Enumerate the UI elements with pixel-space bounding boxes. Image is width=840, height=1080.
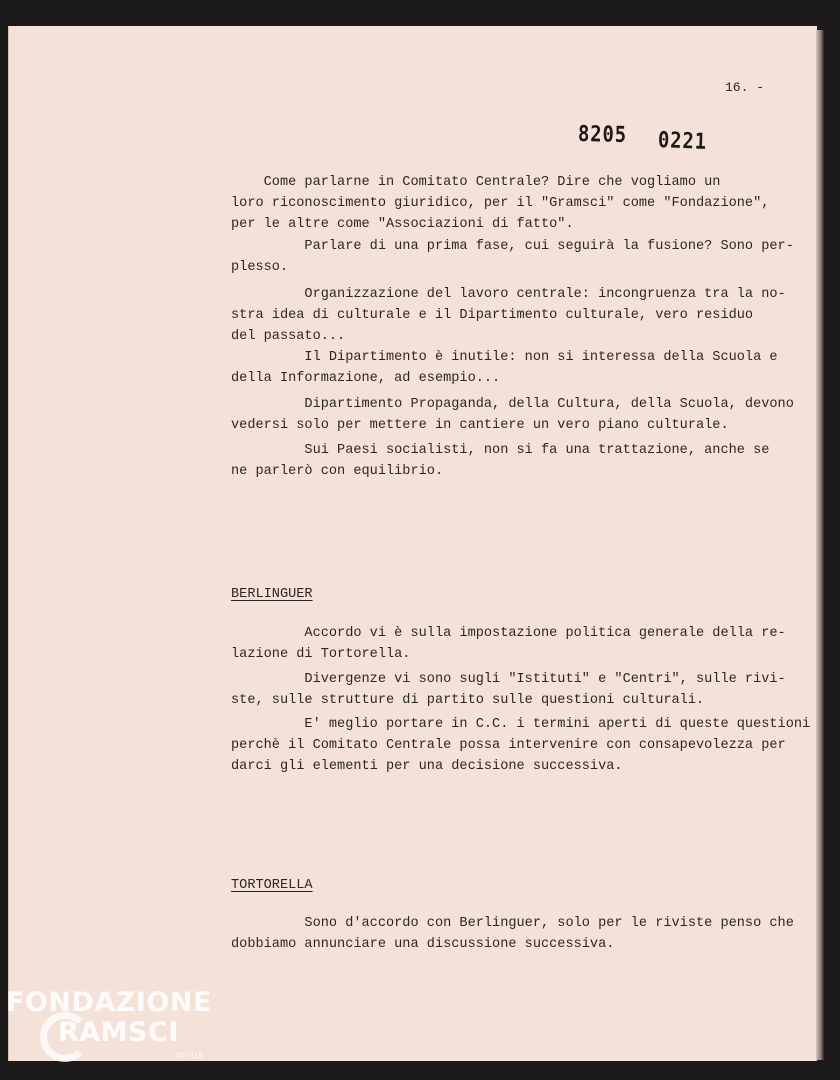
paragraph: Sui Paesi socialisti, non si fa una trattazione, anche se ne parlerò con equilibrio. — [231, 443, 770, 479]
paragraph: Il Dipartimento è inutile: non si interessa della Scuola e della Informazione, ad esempio... — [231, 350, 778, 386]
watermark-line-1: FONDAZIONE — [6, 987, 212, 1018]
page-edge — [816, 30, 824, 1060]
watermark-line-3: onlus — [176, 1050, 203, 1061]
paragraph: Accordo vi è sulla impostazione politica generale della re- lazione di Tortorella. — [231, 626, 786, 662]
paragraph: Parlare di una prima fase, cui seguirà la fusione? Sono per- plesso. — [231, 239, 794, 275]
paragraph: Come parlarne in Comitato Centrale? Dire che vogliamo un loro riconoscimento giuridico, per il "Gramsci" come "Fondazione", per le altre come "Associazioni di fatto". — [231, 175, 770, 232]
page-number: 16. - — [725, 80, 765, 95]
speaker-heading-berlinguer: BERLINGUER — [231, 587, 313, 602]
paragraph: Sono d'accordo con Berlinguer, solo per le riviste penso che dobbiamo annunciare una discussione successiva. — [231, 916, 794, 952]
watermark-g-ring-icon — [40, 1012, 90, 1062]
speaker-heading-tortorella: TORTORELLA — [231, 878, 313, 893]
fondazione-gramsci-watermark — [6, 987, 212, 1061]
paragraph: Organizzazione del lavoro centrale: incongruenza tra la no- stra idea di culturale e il Dipartimento culturale, vero residuo del passato... — [231, 287, 786, 344]
paragraph: E' meglio portare in C.C. i termini aperti di queste questioni perchè il Comitato Centrale possa intervenire con consapevolezza per darci gli elementi per una decisione successiva. — [231, 717, 811, 774]
archive-stamp-number-1: 8205 — [577, 122, 628, 148]
watermark-line-2: RAMSCI — [58, 1017, 179, 1048]
archive-stamp-number-2: 0221 — [657, 128, 708, 155]
paragraph: Divergenze vi sono sugli "Istituti" e "Centri", sulle rivi- ste, sulle strutture di partito sulle questioni culturali. — [231, 672, 786, 708]
paragraph: Dipartimento Propaganda, della Cultura, della Scuola, devono vedersi solo per mettere in cantiere un vero piano culturale. — [231, 397, 794, 433]
